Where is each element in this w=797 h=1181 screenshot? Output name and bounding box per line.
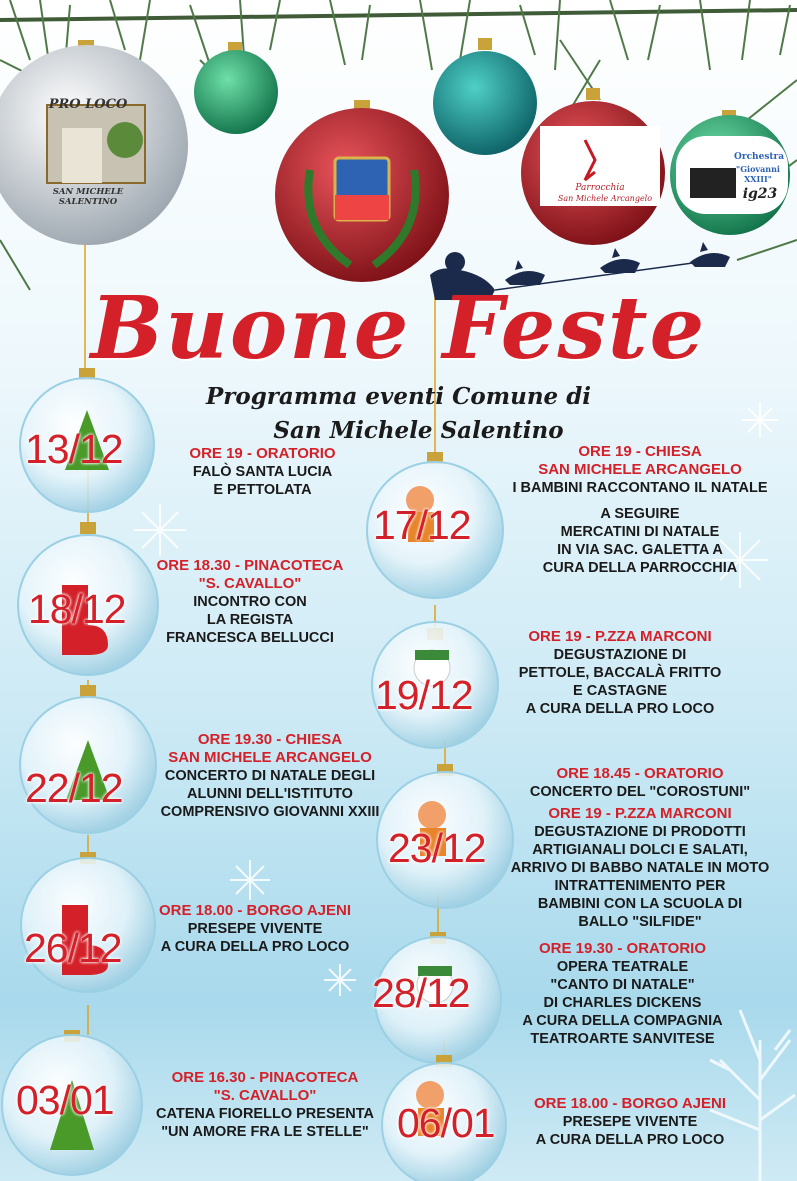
event-line: CONCERTO DI NATALE DEGLI (164, 768, 376, 784)
event-heading: ORE 18.30 - PINACOTECA (156, 557, 344, 574)
event-heading-2: SAN MICHELE ARCANGELO (168, 749, 372, 766)
event-line: DEGUSTAZIONE DI PRODOTTI (534, 824, 746, 840)
event-heading: ORE 18.00 - BORGO AJENI (534, 1095, 726, 1112)
event-heading: ORE 16.30 - PINACOTECA (171, 1069, 359, 1086)
event-9 (145, 1069, 385, 1141)
event-line: FALÒ SANTA LUCIA (192, 464, 333, 480)
event-date-7: 26/12 (24, 925, 122, 971)
event-5 (145, 731, 395, 821)
ornament-teal-center (433, 38, 537, 155)
logo-parrocchia-sub: San Michele Arcangelo (557, 194, 653, 203)
event-line: INTRATTENIMENTO PER (554, 878, 726, 894)
event-line: INCONTRO CON (193, 594, 307, 610)
event-heading-2: "S. CAVALLO" (198, 575, 302, 592)
logo-proloco-top: PRO LOCO (48, 97, 128, 112)
event-line: CURA DELLA PARROCCHIA (542, 560, 738, 576)
event-10 (515, 1095, 745, 1149)
event-line: PRESEPE VIVENTE (562, 1114, 698, 1130)
event-line: I BAMBINI RACCONTANO IL NATALE (512, 480, 768, 496)
event-line: MERCATINI DI NATALE (560, 524, 720, 540)
event-line: E CASTAGNE (573, 683, 667, 699)
event-date-6: 23/12 (388, 825, 486, 871)
event-line: A CURA DELLA PRO LOCO (535, 1132, 725, 1148)
event-line: A CURA DELLA PRO LOCO (525, 701, 715, 717)
event-8 (500, 940, 745, 1048)
event-date-9: 03/01 (16, 1077, 114, 1123)
event-heading-2: SAN MICHELE ARCANGELO (538, 461, 742, 478)
event-line: IN VIA SAC. GALETTA A (557, 542, 723, 558)
event-line: "UN AMORE FRA LE STELLE" (161, 1124, 369, 1140)
event-line: A CURA DELLA COMPAGNIA (522, 1013, 723, 1029)
event-heading: ORE 19 - P.ZZA MARCONI (528, 628, 712, 645)
event-line: OPERA TEATRALE (556, 959, 689, 975)
page-title: Buone Feste (90, 278, 707, 379)
event-line: ARRIVO DI BABBO NATALE IN MOTO (510, 860, 770, 876)
event-1 (150, 445, 375, 499)
event-date-5: 22/12 (25, 765, 123, 811)
event-line: FRANCESCA BELLUCCI (166, 630, 334, 646)
event-date-8: 28/12 (372, 970, 470, 1016)
event-line: DI CHARLES DICKENS (543, 995, 702, 1011)
event-heading: ORE 19.30 - CHIESA (197, 731, 343, 748)
event-line: DEGUSTAZIONE DI (553, 647, 687, 663)
event-date-2: 17/12 (373, 502, 471, 548)
event-date-10: 06/01 (397, 1100, 495, 1146)
event-7 (140, 902, 370, 956)
event-heading: ORE 18.00 - BORGO AJENI (159, 902, 351, 919)
event-date-4: 19/12 (375, 672, 473, 718)
subtitle-line2: San Michele Salentino (273, 417, 564, 444)
event-heading-b: ORE 19 - P.ZZA MARCONI (548, 805, 732, 822)
event-line: PETTOLE, BACCALÀ FRITTO (518, 665, 722, 681)
event-heading-2: "S. CAVALLO" (213, 1087, 317, 1104)
event-line: TEATROARTE SANVITESE (530, 1031, 715, 1047)
event-2 (495, 443, 785, 577)
event-line: CONCERTO DEL "COROSTUNI" (529, 784, 751, 800)
event-line: ARTIGIANALI DOLCI E SALATI, (532, 842, 748, 858)
ornament-proloco (0, 40, 188, 245)
event-line: CATENA FIORELLO PRESENTA (155, 1106, 375, 1122)
logo-orchestra-sub: "Giovanni XXIII" (736, 164, 780, 184)
event-line: PRESEPE VIVENTE (187, 921, 323, 937)
event-line: A CURA DELLA PRO LOCO (160, 939, 350, 955)
event-4 (495, 628, 745, 718)
event-date-3: 18/12 (28, 586, 126, 632)
event-line: COMPRENSIVO GIOVANNI XXIII (160, 804, 380, 820)
event-line: A SEGUIRE (600, 506, 680, 522)
event-line: BALLO "SILFIDE" (578, 914, 702, 930)
event-line: "CANTO DI NATALE" (550, 977, 695, 993)
ornament-parrocchia (521, 88, 665, 245)
subtitle-line1: Programma eventi Comune di (205, 383, 592, 410)
event-6 (505, 765, 775, 931)
event-line: E PETTOLATA (213, 482, 312, 498)
logo-orchestra: Orchestra (734, 152, 785, 162)
event-heading: ORE 18.45 - ORATORIO (556, 765, 724, 782)
event-line: LA REGISTA (206, 612, 294, 628)
event-date-1: 13/12 (25, 426, 123, 472)
logo-parrocchia: Parrocchia (575, 183, 625, 193)
ornament-comune (275, 100, 449, 282)
event-line: ALUNNI DELL'ISTITUTO (187, 786, 353, 802)
event-3 (140, 557, 360, 647)
event-heading: ORE 19.30 - ORATORIO (539, 940, 706, 957)
logo-proloco-bottom: SAN MICHELE SALENTINO (52, 187, 124, 207)
logo-orchestra-mark: ig23 (742, 186, 778, 202)
event-heading: ORE 19 - ORATORIO (189, 445, 336, 462)
event-line: BAMBINI CON LA SCUOLA DI (537, 896, 743, 912)
event-heading: ORE 19 - CHIESA (578, 443, 702, 460)
